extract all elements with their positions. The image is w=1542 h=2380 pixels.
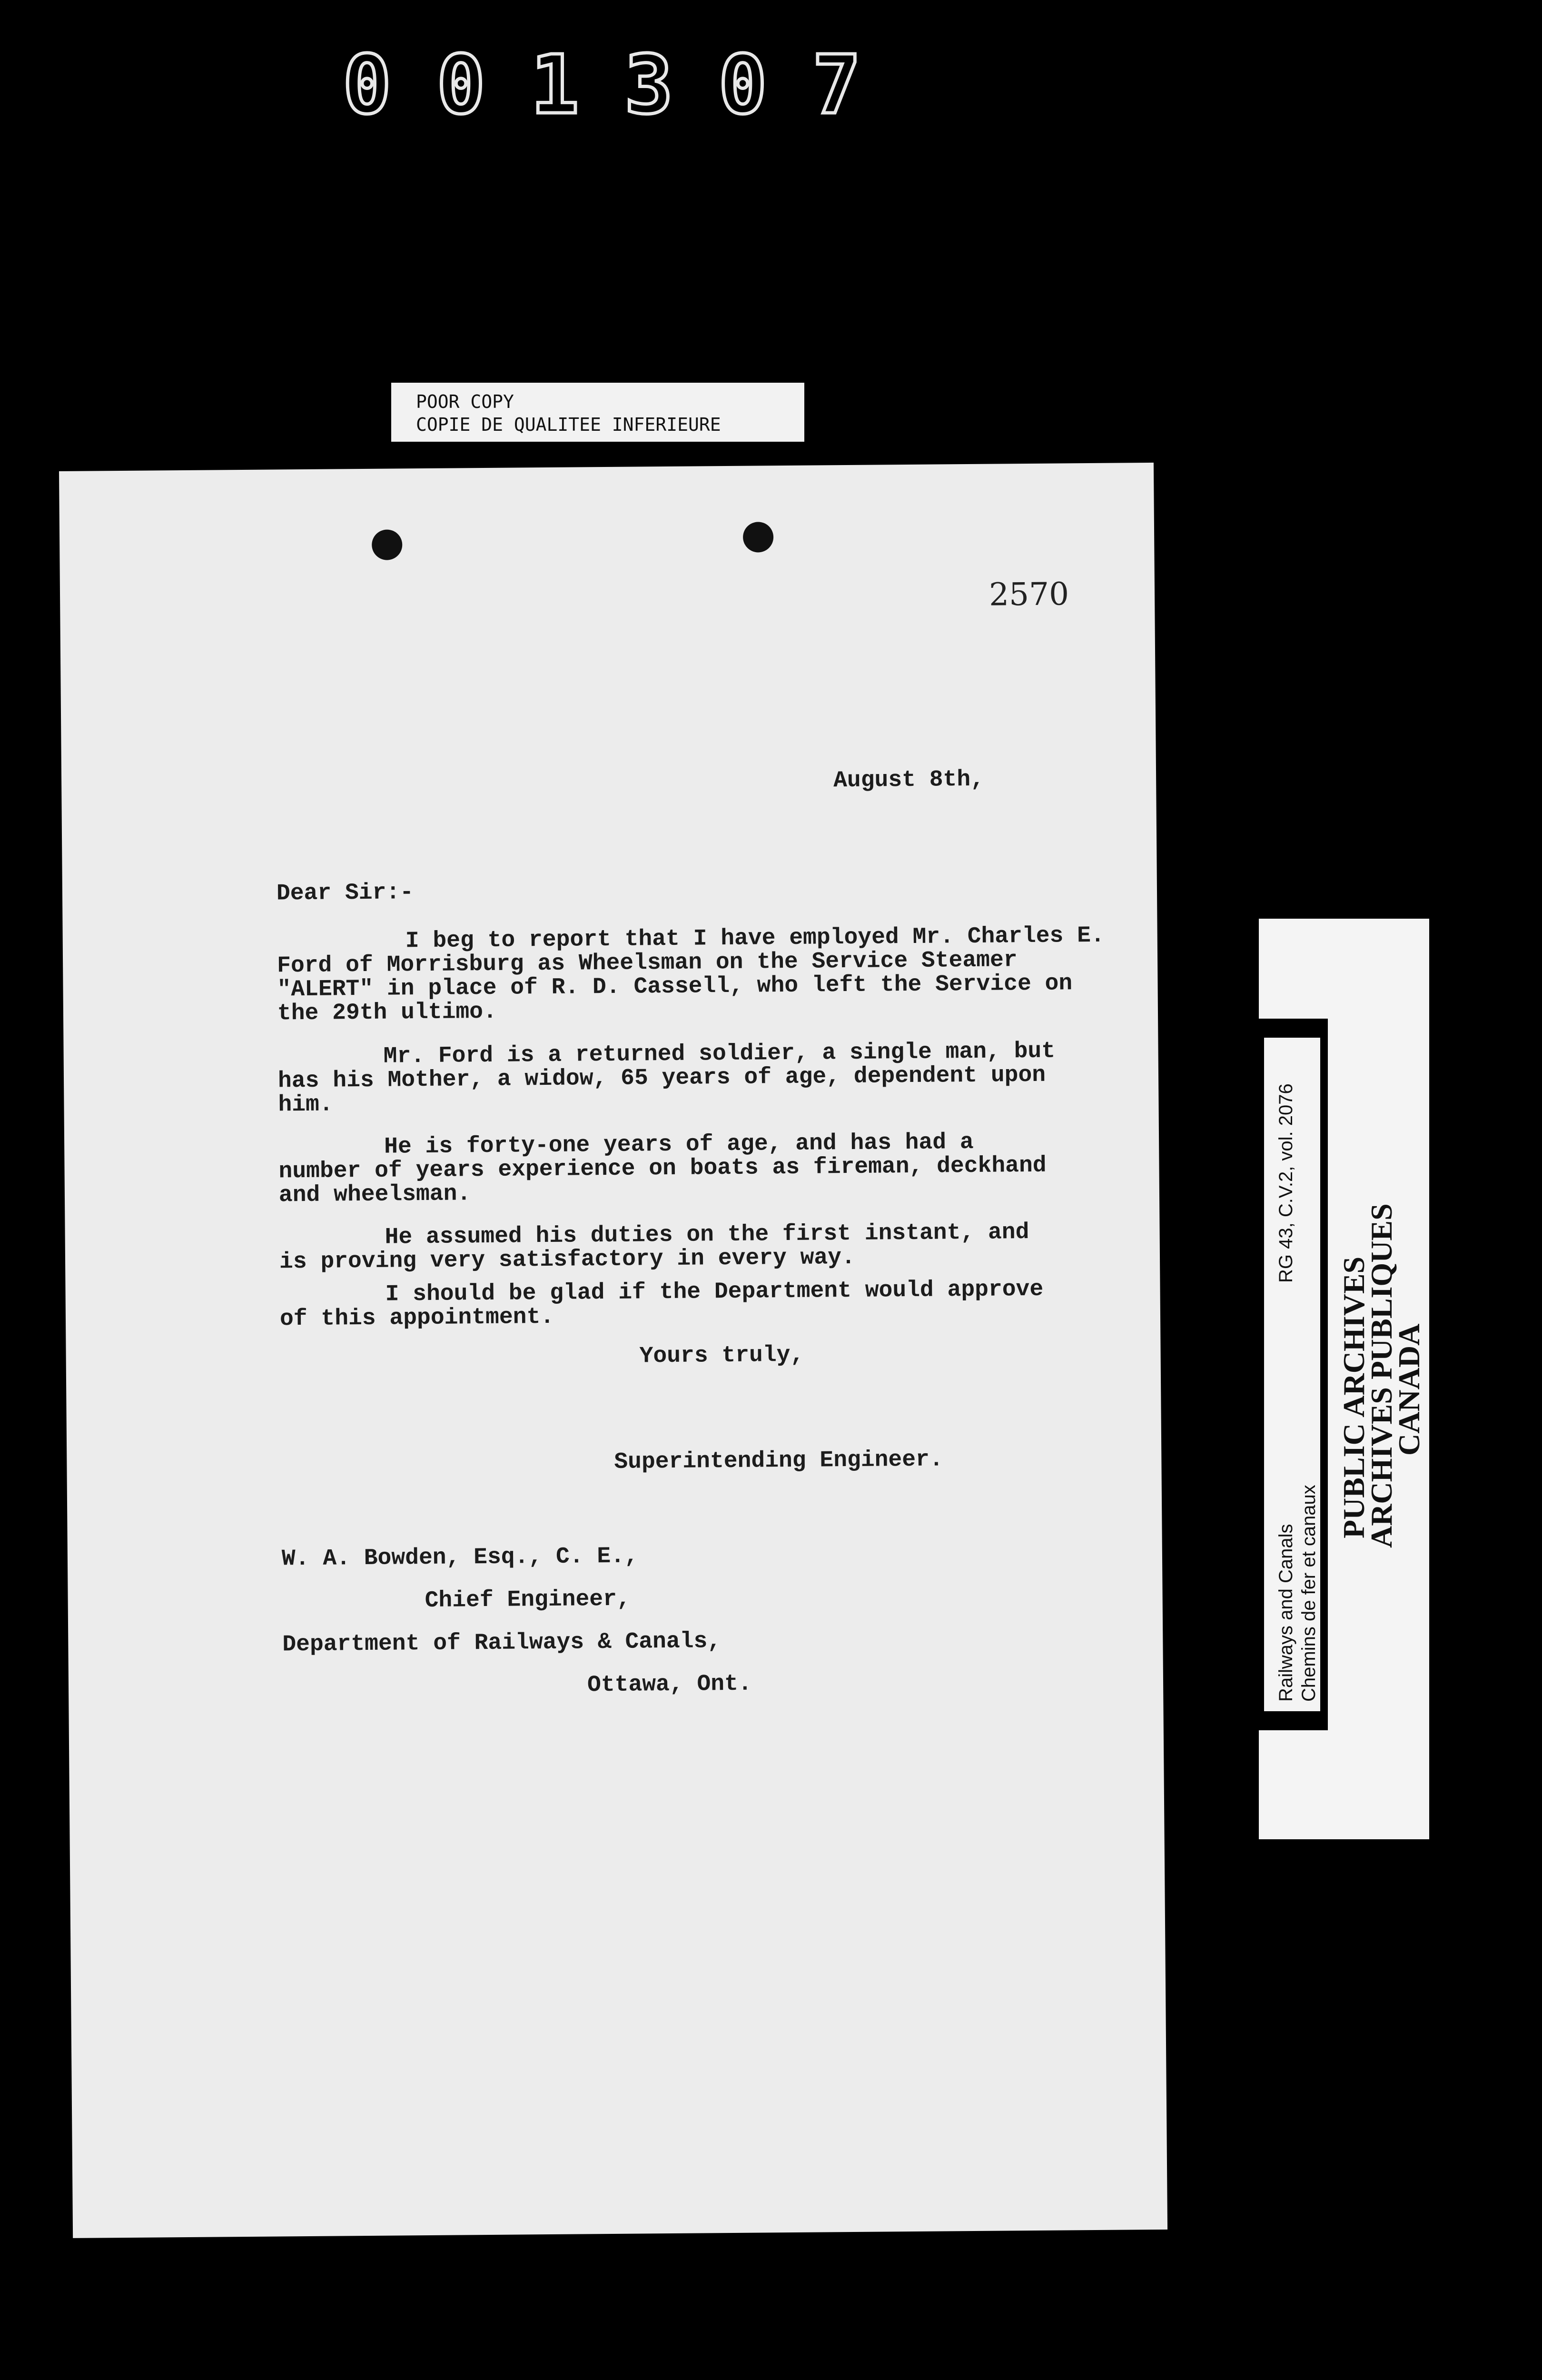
paragraph-line: "ALERT" in place of R. D. Cassell, who left the Service on: [277, 971, 1073, 1003]
archive-name-fr: ARCHIVES PUBLIQUES: [1364, 1203, 1398, 1548]
punch-hole: [372, 529, 403, 560]
paragraph-line: of this appointment.: [279, 1304, 554, 1332]
poor-copy-label-en: POOR COPY: [416, 391, 514, 412]
archive-series-en: Railways and Canals: [1275, 1524, 1296, 1702]
poor-copy-label: [391, 383, 804, 442]
reference-number: 2570: [988, 575, 1069, 613]
addressee-name: W. A. Bowden, Esq., C. E.,: [281, 1543, 639, 1572]
archive-reference: RG 43, C.V.2, vol. 2076: [1275, 1083, 1296, 1283]
paragraph-line: Ford of Morrisburg as Wheelsman on the Service Steamer: [277, 947, 1018, 979]
paragraph-line: number of years experience on boats as fireman, deckhand: [278, 1152, 1047, 1185]
addressee-city: Ottawa, Ont.: [587, 1671, 752, 1698]
letter-page: [59, 463, 1167, 2238]
punch-hole: [743, 522, 774, 553]
paragraph-line: I should be glad if the Department would approve: [385, 1276, 1044, 1308]
addressee-department: Department of Railways & Canals,: [282, 1628, 722, 1658]
paragraph-line: is proving very satisfactory in every way.: [279, 1244, 856, 1275]
letter-date: August 8th,: [833, 766, 985, 794]
closing: Yours truly,: [639, 1342, 804, 1369]
microfilm-frame-number: 001307: [343, 38, 907, 132]
archive-country: CANADA: [1392, 1323, 1426, 1456]
archive-name-en: PUBLIC ARCHIVES: [1337, 1256, 1371, 1538]
paragraph-line: and wheelsman.: [278, 1181, 471, 1209]
addressee-title: Chief Engineer,: [425, 1586, 631, 1614]
paragraph-line: has his Mother, a widow, 65 years of age, dependent upon: [277, 1062, 1046, 1094]
paragraph-line: the 29th ultimo.: [277, 999, 497, 1027]
paragraph-line: He assumed his duties on the first instant, and: [385, 1220, 1029, 1250]
paragraph-line: He is forty-one years of age, and has had a: [384, 1129, 974, 1160]
salutation: Dear Sir:-: [276, 880, 414, 907]
archive-series-fr: Chemins de fer et canaux: [1298, 1485, 1319, 1702]
paragraph-line: him.: [278, 1091, 333, 1118]
signature-title: Superintending Engineer.: [614, 1447, 943, 1475]
paragraph-line: Mr. Ford is a returned soldier, a single man, but: [383, 1038, 1056, 1070]
poor-copy-label-fr: COPIE DE QUALITEE INFERIEURE: [416, 414, 721, 435]
paragraph-line: I beg to report that I have employed Mr. Charles E.: [405, 922, 1105, 954]
